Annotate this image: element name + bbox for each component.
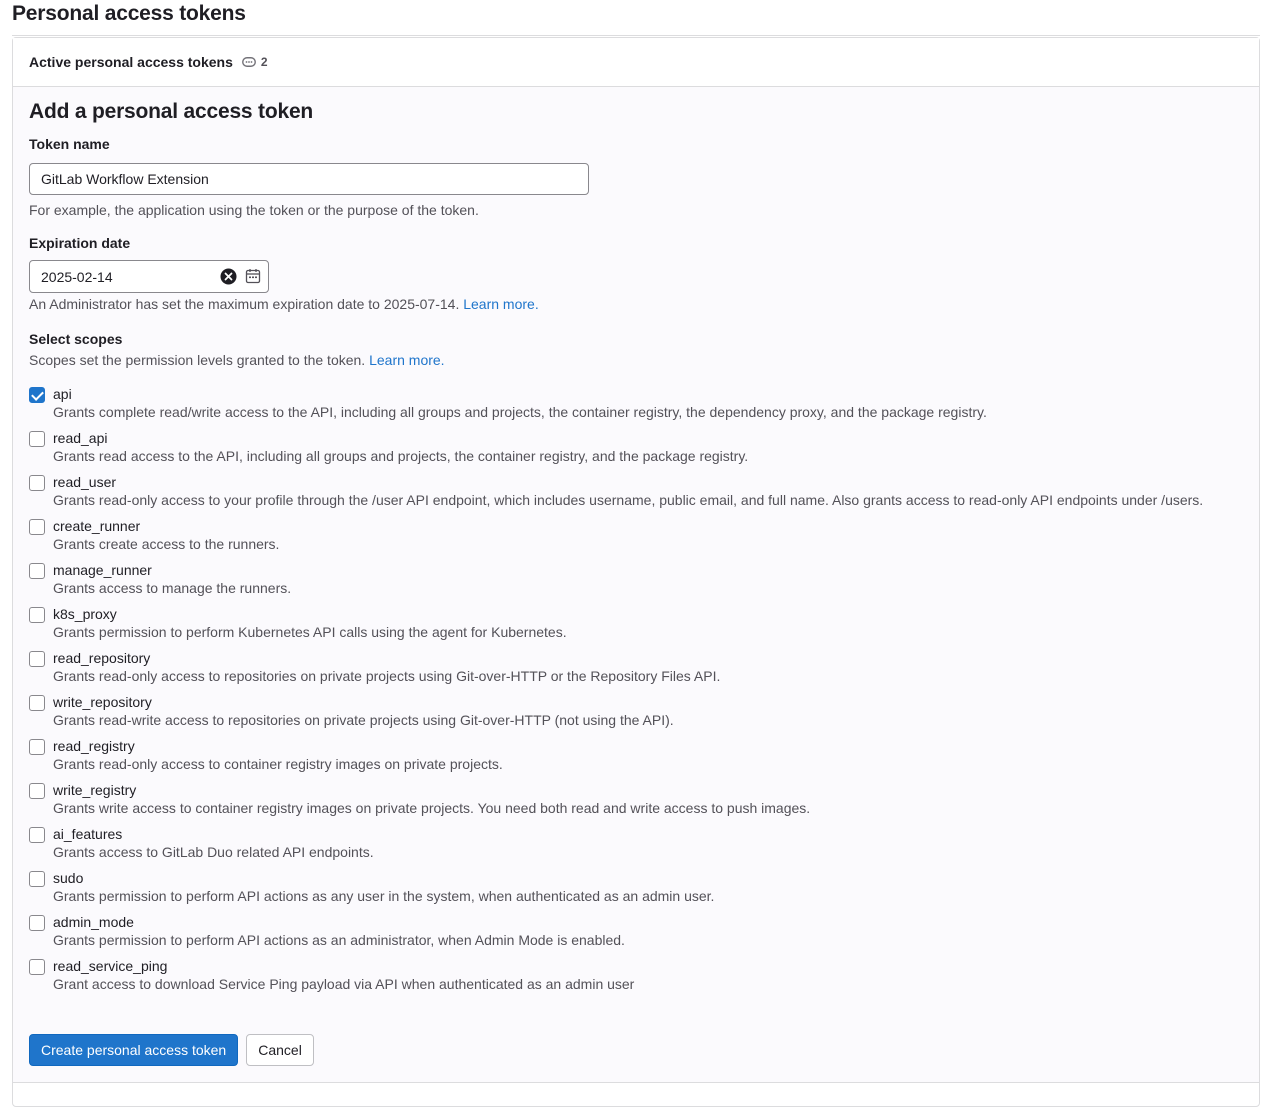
scope-description: Grants complete read/write access to the API, including all groups and projects, the container registry, the dependency proxy, and the package registry. [53,404,987,420]
scope-item-write-repository [29,692,1249,728]
scope-item-k8s-proxy [29,604,1249,640]
scope-checkbox-read-registry[interactable] [29,739,45,755]
add-token-form [13,87,1259,1083]
scope-description: Grants permission to perform API actions as any user in the system, when authenticated as an admin user. [53,888,715,904]
scope-checkbox-write-registry[interactable] [29,783,45,799]
scope-checkbox-api[interactable] [29,387,45,403]
scope-item-read-service-ping [29,956,1249,992]
scope-item-read-repository [29,648,1249,684]
create-token-button[interactable]: Create personal access token [29,1034,238,1066]
token-count: 2 [260,55,268,69]
scope-checkbox-read-repository[interactable] [29,651,45,667]
form-title: Add a personal access token [29,100,314,123]
form-actions [29,1034,314,1066]
expiration-date-input[interactable] [30,261,210,292]
page-title: Personal access tokens [12,2,246,25]
scope-name[interactable]: write_repository [53,694,152,710]
scope-description: Grants create access to the runners. [53,536,280,552]
scope-description: Grants permission to perform Kubernetes API calls using the agent for Kubernetes. [53,624,567,640]
scope-item-admin-mode [29,912,1249,948]
tokens-card [12,37,1260,1107]
scope-name[interactable]: manage_runner [53,562,152,578]
scope-checkbox-k8s-proxy[interactable] [29,607,45,623]
token-name-label: Token name [29,136,110,152]
expiration-help [29,296,539,312]
scopes-help [29,352,445,368]
scope-name[interactable]: ai_features [53,826,123,842]
scope-description: Grants access to manage the runners. [53,580,292,596]
scope-name[interactable]: create_runner [53,518,141,534]
scope-description: Grants read-write access to repositories on private projects using Git-over-HTTP (not using the API). [53,712,674,728]
scope-item-ai-features [29,824,1249,860]
clear-icon[interactable] [220,268,237,285]
scope-item-api [29,384,1249,420]
divider [12,35,1260,36]
expiration-help-text: An Administrator has set the maximum expiration date to 2025-07-14. [29,296,460,312]
scope-description: Grants read-only access to your profile through the /user API endpoint, which includes username, public email, and full name. Also grants access to read-only API endpoints under /users. [53,492,1204,508]
active-tokens-title: Active personal access tokens [29,54,233,70]
scope-checkbox-read-api[interactable] [29,431,45,447]
scope-name[interactable]: read_service_ping [53,958,168,974]
token-name-help: For example, the application using the token or the purpose of the token. [29,202,479,218]
scope-name[interactable]: read_repository [53,650,151,666]
scopes-help-text: Scopes set the permission levels granted to the token. [29,352,366,368]
scope-checkbox-read-service-ping[interactable] [29,959,45,975]
scope-item-read-user [29,472,1249,508]
scope-item-read-registry [29,736,1249,772]
scope-checkbox-admin-mode[interactable] [29,915,45,931]
token-count-badge [242,55,268,69]
scope-description: Grant access to download Service Ping payload via API when authenticated as an admin user [53,976,635,992]
scope-name[interactable]: sudo [53,870,84,886]
scope-item-manage-runner [29,560,1249,596]
scope-description: Grants access to GitLab Duo related API endpoints. [53,844,374,860]
scope-checkbox-sudo[interactable] [29,871,45,887]
scope-name[interactable]: k8s_proxy [53,606,117,622]
scope-description: Grants permission to perform API actions as an administrator, when Admin Mode is enabled. [53,932,625,948]
token-name-input[interactable] [29,163,589,195]
expiration-date-field [29,260,269,293]
scope-item-sudo [29,868,1249,904]
scope-checkbox-manage-runner[interactable] [29,563,45,579]
scope-name[interactable]: write_registry [53,782,137,798]
token-icon [242,57,256,67]
scope-checkbox-write-repository[interactable] [29,695,45,711]
scopes-learn-more-link[interactable]: Learn more. [369,352,445,368]
scope-checkbox-read-user[interactable] [29,475,45,491]
scope-description: Grants read-only access to container registry images on private projects. [53,756,503,772]
scope-item-read-api [29,428,1249,464]
scope-name[interactable]: read_registry [53,738,135,754]
scopes-list [29,384,1249,1000]
scope-description: Grants write access to container registry images on private projects. You need both read and write access to push images. [53,800,811,816]
scope-name[interactable]: read_user [53,474,117,490]
scope-item-create-runner [29,516,1249,552]
scope-checkbox-create-runner[interactable] [29,519,45,535]
scope-item-write-registry [29,780,1249,816]
cancel-button[interactable]: Cancel [246,1034,314,1066]
scope-name[interactable]: api [53,386,72,402]
scope-name[interactable]: read_api [53,430,108,446]
scope-checkbox-ai-features[interactable] [29,827,45,843]
expiration-date-label: Expiration date [29,235,131,251]
scope-name[interactable]: admin_mode [53,914,134,930]
active-tokens-header[interactable] [13,38,1259,87]
select-scopes-label: Select scopes [29,331,123,347]
scope-description: Grants read-only access to repositories on private projects using Git-over-HTTP or the Repository Files API. [53,668,721,684]
calendar-icon[interactable] [245,268,261,284]
scope-description: Grants read access to the API, including all groups and projects, the container registry, and the package registry. [53,448,749,464]
expiration-learn-more-link[interactable]: Learn more. [463,296,539,312]
